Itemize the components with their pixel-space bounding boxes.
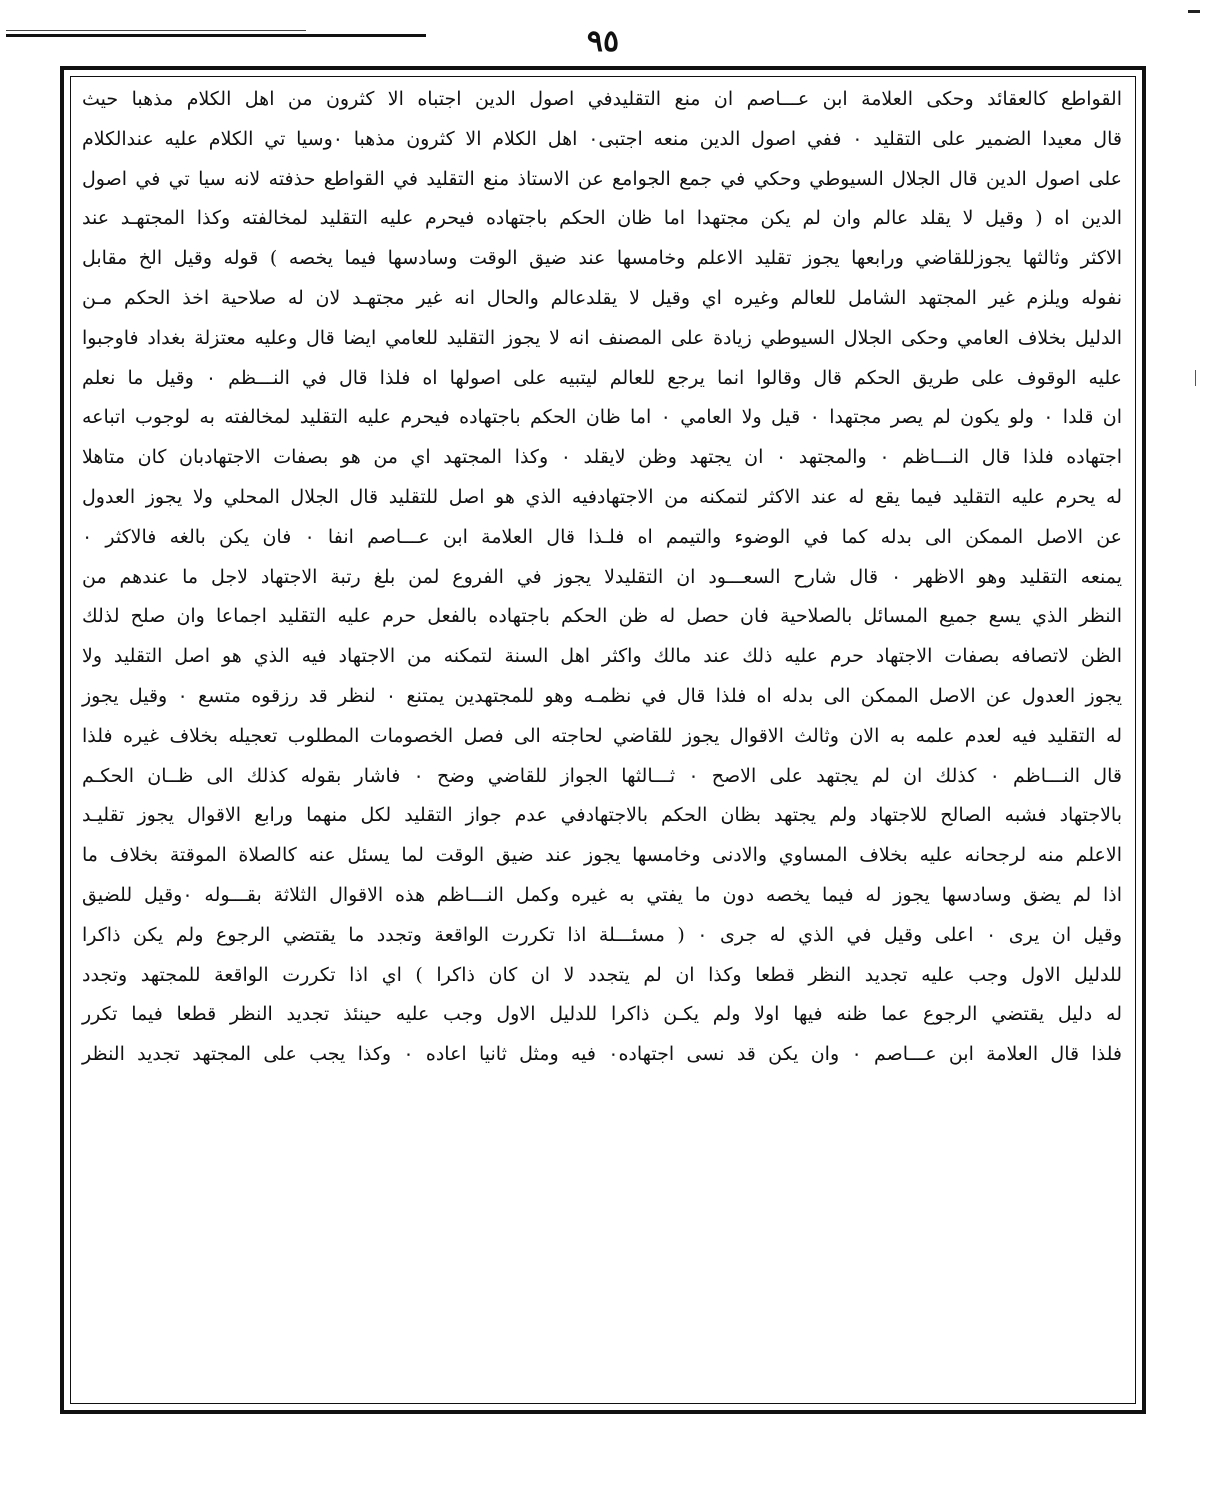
text-line: اذا لم يضق وسادسها يجوز له فيما يخصه دون ما يفتي به غيره وكمل النـــاظم هذه الاقوال الثلاثة بقـــوله ٠وقيل للضيق <box>82 883 1122 906</box>
text-line: يجوز العدول عن الاصل الممكن الى بدله اه فلذا قال في نظمـه وهو للمجتهدين يمتنع ٠ لنظر قد رزقوه متسع ٠ وقيل يجوز <box>82 684 1122 707</box>
text-line: القواطع كالعقائد وحكى العلامة ابن عـــاصم ان منع التقليدفي اصول الدين اجتباه الا كثرون من اهل الكلام مذهبا حيث <box>82 88 1122 110</box>
text-line: ان قلدا ٠ ولو يكون لم يصر مجتهدا ٠ قيل ولا العامي ٠ اما ظان الحكم باجتهاده فيحرم عليه التقليد لمخالفته به لوجوب اتباعه <box>82 406 1123 429</box>
text-line: قال النـــاظم ٠ كذلك ان لم يجتهد على الاصح ٠ ثـــالثها الجواز للقاضي وضح ٠ فاشار بقوله كذلك الى ظــان الحكـم <box>82 764 1122 787</box>
text-line: بالاجتهاد فشبه الصالح للاجتهاد ولم يجتهد بظان الحكم بالاجتهادفي عدم جواز التقليد لكل منهما ورابع الاقوال يجوز تقليـد <box>82 804 1122 827</box>
text-line: نفوله ويلزم غير المجتهد الشامل للعالم وغيره اي وقيل لا يقلدعالم والحال انه غير مجتهـد لان له صلاحية اخذ الحكم مـن <box>82 286 1122 309</box>
text-line: فلذا قال العلامة ابن عـــاصم ٠ وان يكن قد نسى اجتهاده٠ فيه ومثل ثانيا اعاده ٠ وكذا يجب على المجتهد تجديد النظر <box>82 1043 1122 1066</box>
text-line: الظن لاتصافه بصفات الاجتهاد حرم عليه ذلك عند مالك واكثر اهل السنة لتمكنه من الاجتهاد فيه الذي هو اصل التقليد ولا <box>82 645 1122 668</box>
text-line: عن الاصل الممكن الى بدله كما في الوضوء والتيمم اه فلـذا قال العلامة ابن عـــاصم انفا ٠ فان يكن بالغه فالاكثر ٠ <box>82 525 1122 548</box>
corner-mark <box>1188 10 1200 13</box>
text-line: عليه الوقوف على طريق الحكم قال وقالوا انما يرجع للعالم ليتبيه على اصولها اه فلذا قال في النـــظم ٠ وقيل ما نعلم <box>82 366 1122 389</box>
margin-tick <box>1195 370 1196 386</box>
text-line: اجتهاده فلذا قال النـــاظم ٠ والمجتهد ٠ ان يجتهد وظن لايقلد ٠ وكذا المجتهد اي من هو بصفات الاجتهادبان كان متاهلا <box>82 446 1122 469</box>
text-line: الدليل بخلاف العامي وحكى الجلال السيوطي زيادة على المصنف انه لا يجوز التقليد للعامي ايضا قال وعليه معتزلة بغداد فاوجبوا <box>82 326 1122 349</box>
text-line: له يحرم عليه التقليد فيما يقع له عند الاكثر لتمكنه من الاجتهادفيه الذي هو اصل للتقليد قال الجلال المحلي ولا يجوز العدول <box>82 485 1122 508</box>
text-line: الدين اه ( وقيل لا يقلد عالم وان لم يكن مجتهدا اما ظان الحكم باجتهاده فيحرم عليه التقليد لمخالفته وكذا المجتهـد عند <box>82 207 1122 230</box>
body-text <box>72 76 1132 1406</box>
text-line: وقيل ان يرى ٠ اعلى وقيل في الذي له جرى ٠ ( مسئـــلة اذا تكررت الواقعة وتجدد ما يقتضي الرجوع ولم يكن ذاكرا <box>82 923 1122 946</box>
text-line: يمنعه التقليد وهو الاظهر ٠ قال شارح السعـــود ان التقليدلا يجوز في الفروع لمن بلغ رتبة الاجتهاد لاجل ما عندهم من <box>82 565 1122 588</box>
text-line: الاعلم منه لرجحانه عليه بخلاف المساوي والادنى وخامسها يجوز عند ضيق الوقت لما يسئل عنه كالصلاة الموقتة بخلاف ما <box>82 844 1122 867</box>
text-line: على اصول الدين قال الجلال السيوطي وحكي في جمع الجوامع عن الاستاذ منع التقليد في القواطع حذفته لانه سيا تي في اصول <box>82 167 1122 190</box>
text-line: له التقليد فيه لعدم علمه به الان وثالث الاقوال يجوز للقاضي لحاجته الى فصل الخصومات المطلوب تعجيله بخلاف غيره فلذا <box>82 724 1122 747</box>
text-line: له دليل يقتضي الرجوع عما ظنه فيها اولا ولم يكـن ذاكرا للدليل الاول وجب عليه حينئذ تجديد النظر قطعا فيما تكرر <box>82 1003 1122 1026</box>
text-line: الاكثر وثالثها يجوزللقاضي ورابعها يجوز تقليد الاعلم وخامسها عند ضيق الوقت وسادسها فيما يخصه ) قوله وقيل الخ مقابل <box>82 247 1122 270</box>
text-line: قال معيدا الضمير على التقليد ٠ ففي اصول الدين منعه اجتبى٠ اهل الكلام الا كثرون مذهبا ٠وسيا تي الكلام عليه عندالكلام <box>82 127 1122 150</box>
text-line: للدليل الاول وجب عليه تجديد النظر قطعا وكذا ان لم يتجدد لا ان كان ذاكرا ) اي اذا تكررت الواقعة للمجتهد وتجدد <box>82 963 1123 986</box>
text-line: النظر الذي يسع جميع المسائل بالصلاحية فان حصل له ظن الحكم باجتهاده بالفعل حرم عليه التقليد اجماعا وان صلح لذلك <box>82 605 1122 628</box>
page-number: ٩٥ <box>586 24 620 59</box>
